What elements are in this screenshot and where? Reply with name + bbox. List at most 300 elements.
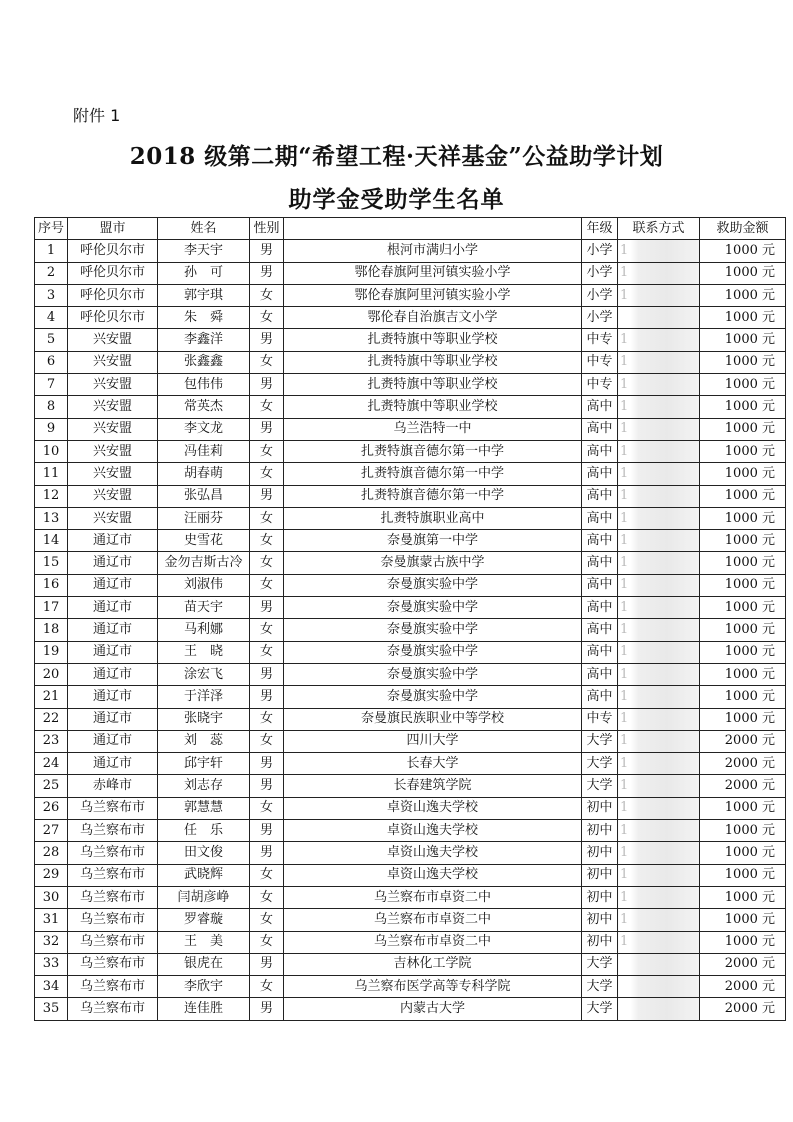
table-row (35, 240, 786, 262)
cell-name: 刘 蕊 (158, 730, 250, 752)
cell-grade: 高中 (582, 619, 618, 641)
cell-contact: 1 (618, 730, 700, 752)
cell-gender: 女 (250, 730, 284, 752)
cell-index: 25 (35, 775, 68, 797)
cell-city: 通辽市 (68, 597, 158, 619)
table-row (35, 307, 786, 329)
cell-amount: 2000 元 (700, 730, 786, 752)
table-header-row (35, 218, 786, 240)
cell-grade: 大学 (582, 998, 618, 1020)
table-row (35, 463, 786, 485)
cell-gender: 男 (250, 597, 284, 619)
cell-city: 呼伦贝尔市 (68, 240, 158, 262)
cell-school: 内蒙古大学 (284, 998, 582, 1020)
cell-gender: 女 (250, 284, 284, 306)
cell-amount: 1000 元 (700, 864, 786, 886)
table-row (35, 663, 786, 685)
cell-school: 奈曼旗实验中学 (284, 619, 582, 641)
cell-grade: 高中 (582, 686, 618, 708)
cell-index: 9 (35, 418, 68, 440)
cell-contact: 1 (618, 663, 700, 685)
cell-amount: 2000 元 (700, 753, 786, 775)
cell-amount: 1000 元 (700, 574, 786, 596)
cell-school: 扎赉特旗音德尔第一中学 (284, 485, 582, 507)
cell-city: 通辽市 (68, 641, 158, 663)
cell-gender: 男 (250, 663, 284, 685)
cell-index: 22 (35, 708, 68, 730)
cell-school: 扎赉特旗中等职业学校 (284, 351, 582, 373)
cell-school: 奈曼旗实验中学 (284, 686, 582, 708)
cell-index: 15 (35, 552, 68, 574)
cell-contact: 1 (618, 820, 700, 842)
cell-contact: 1 (618, 530, 700, 552)
cell-grade: 初中 (582, 797, 618, 819)
cell-name: 连佳胜 (158, 998, 250, 1020)
cell-city: 乌兰察布市 (68, 842, 158, 864)
cell-amount: 1000 元 (700, 619, 786, 641)
cell-gender: 男 (250, 329, 284, 351)
cell-gender: 男 (250, 374, 284, 396)
cell-index: 18 (35, 619, 68, 641)
cell-name: 冯佳莉 (158, 440, 250, 462)
cell-name: 郭慧慧 (158, 797, 250, 819)
cell-name: 武晓辉 (158, 864, 250, 886)
table-row (35, 864, 786, 886)
cell-school: 鄂伦春旗阿里河镇实验小学 (284, 284, 582, 306)
cell-amount: 1000 元 (700, 552, 786, 574)
cell-name: 刘志存 (158, 775, 250, 797)
cell-city: 呼伦贝尔市 (68, 284, 158, 306)
cell-gender: 男 (250, 998, 284, 1020)
cell-city: 呼伦贝尔市 (68, 262, 158, 284)
cell-grade: 大学 (582, 976, 618, 998)
table-row (35, 820, 786, 842)
col-header-city: 盟市 (68, 218, 158, 240)
cell-index: 11 (35, 463, 68, 485)
cell-index: 13 (35, 507, 68, 529)
cell-contact: 1 (618, 842, 700, 864)
table-row (35, 909, 786, 931)
cell-amount: 2000 元 (700, 775, 786, 797)
cell-amount: 1000 元 (700, 842, 786, 864)
cell-school: 卓资山逸夫学校 (284, 820, 582, 842)
cell-city: 呼伦贝尔市 (68, 307, 158, 329)
cell-contact: 1 (618, 909, 700, 931)
cell-gender: 男 (250, 262, 284, 284)
cell-name: 苗天宇 (158, 597, 250, 619)
table-row (35, 953, 786, 975)
cell-name: 任 乐 (158, 820, 250, 842)
cell-index: 6 (35, 351, 68, 373)
cell-gender: 女 (250, 351, 284, 373)
cell-city: 兴安盟 (68, 463, 158, 485)
cell-grade: 中专 (582, 329, 618, 351)
cell-grade: 初中 (582, 931, 618, 953)
table-row (35, 396, 786, 418)
cell-contact: 1 (618, 753, 700, 775)
cell-grade: 小学 (582, 240, 618, 262)
cell-amount: 1000 元 (700, 329, 786, 351)
cell-index: 10 (35, 440, 68, 462)
cell-contact (618, 953, 700, 975)
table-row (35, 284, 786, 306)
cell-name: 朱 舜 (158, 307, 250, 329)
cell-grade: 高中 (582, 418, 618, 440)
col-header-gender: 性别 (250, 218, 284, 240)
table-row (35, 730, 786, 752)
cell-grade: 高中 (582, 463, 618, 485)
col-header-school (284, 218, 582, 240)
cell-city: 通辽市 (68, 686, 158, 708)
cell-grade: 中专 (582, 374, 618, 396)
cell-grade: 高中 (582, 552, 618, 574)
cell-name: 包伟伟 (158, 374, 250, 396)
cell-gender: 女 (250, 440, 284, 462)
cell-contact: 1 (618, 463, 700, 485)
cell-contact: 1 (618, 641, 700, 663)
table-row (35, 998, 786, 1020)
cell-amount: 1000 元 (700, 351, 786, 373)
document-title: 2018 级第二期“希望工程·天祥基金”公益助学计划 (129, 143, 664, 170)
cell-name: 王 美 (158, 931, 250, 953)
cell-contact: 1 (618, 686, 700, 708)
cell-grade: 高中 (582, 530, 618, 552)
cell-contact: 1 (618, 708, 700, 730)
cell-index: 5 (35, 329, 68, 351)
cell-name: 李欣宇 (158, 976, 250, 998)
cell-contact: 1 (618, 485, 700, 507)
cell-gender: 男 (250, 953, 284, 975)
cell-contact: 1 (618, 418, 700, 440)
col-header-index: 序号 (35, 218, 68, 240)
cell-city: 乌兰察布市 (68, 976, 158, 998)
cell-city: 兴安盟 (68, 418, 158, 440)
table-row (35, 530, 786, 552)
table-row (35, 485, 786, 507)
cell-contact: 1 (618, 374, 700, 396)
cell-city: 乌兰察布市 (68, 864, 158, 886)
cell-grade: 高中 (582, 597, 618, 619)
cell-grade: 初中 (582, 886, 618, 908)
cell-school: 奈曼旗实验中学 (284, 663, 582, 685)
cell-amount: 1000 元 (700, 820, 786, 842)
cell-contact: 1 (618, 886, 700, 908)
cell-amount: 1000 元 (700, 530, 786, 552)
cell-grade: 高中 (582, 574, 618, 596)
cell-grade: 大学 (582, 953, 618, 975)
cell-name: 马利娜 (158, 619, 250, 641)
cell-school: 扎赉特旗中等职业学校 (284, 329, 582, 351)
cell-gender: 女 (250, 574, 284, 596)
cell-city: 兴安盟 (68, 374, 158, 396)
cell-grade: 小学 (582, 262, 618, 284)
cell-index: 32 (35, 931, 68, 953)
cell-name: 汪丽芬 (158, 507, 250, 529)
cell-contact: 1 (618, 240, 700, 262)
cell-amount: 1000 元 (700, 886, 786, 908)
table-row (35, 931, 786, 953)
cell-amount: 1000 元 (700, 663, 786, 685)
cell-grade: 高中 (582, 641, 618, 663)
cell-contact (618, 307, 700, 329)
cell-school: 长春大学 (284, 753, 582, 775)
cell-grade: 初中 (582, 820, 618, 842)
cell-index: 21 (35, 686, 68, 708)
cell-grade: 高中 (582, 507, 618, 529)
cell-contact: 1 (618, 797, 700, 819)
cell-amount: 1000 元 (700, 909, 786, 931)
cell-contact: 1 (618, 396, 700, 418)
cell-amount: 1000 元 (700, 797, 786, 819)
cell-gender: 男 (250, 820, 284, 842)
cell-index: 33 (35, 953, 68, 975)
cell-grade: 初中 (582, 842, 618, 864)
cell-gender: 女 (250, 976, 284, 998)
cell-index: 7 (35, 374, 68, 396)
cell-name: 闫胡彦峥 (158, 886, 250, 908)
cell-index: 17 (35, 597, 68, 619)
cell-index: 20 (35, 663, 68, 685)
cell-contact (618, 998, 700, 1020)
cell-city: 兴安盟 (68, 485, 158, 507)
table-row (35, 886, 786, 908)
cell-gender: 男 (250, 753, 284, 775)
cell-grade: 初中 (582, 864, 618, 886)
cell-gender: 女 (250, 463, 284, 485)
cell-gender: 女 (250, 909, 284, 931)
cell-name: 涂宏飞 (158, 663, 250, 685)
cell-name: 刘淑伟 (158, 574, 250, 596)
cell-school: 乌兰察布医学高等专科学院 (284, 976, 582, 998)
cell-index: 24 (35, 753, 68, 775)
cell-amount: 1000 元 (700, 440, 786, 462)
cell-school: 扎赉特旗音德尔第一中学 (284, 463, 582, 485)
table-row (35, 775, 786, 797)
table-row (35, 329, 786, 351)
cell-grade: 初中 (582, 909, 618, 931)
cell-contact: 1 (618, 597, 700, 619)
cell-grade: 小学 (582, 307, 618, 329)
cell-index: 28 (35, 842, 68, 864)
cell-gender: 女 (250, 864, 284, 886)
table-row (35, 797, 786, 819)
table-row (35, 976, 786, 998)
cell-index: 16 (35, 574, 68, 596)
cell-grade: 大学 (582, 753, 618, 775)
cell-amount: 1000 元 (700, 463, 786, 485)
cell-name: 李天宇 (158, 240, 250, 262)
cell-contact (618, 976, 700, 998)
table-row (35, 686, 786, 708)
cell-name: 孙 可 (158, 262, 250, 284)
col-header-amount: 救助金额 (700, 218, 786, 240)
cell-gender: 女 (250, 507, 284, 529)
cell-city: 通辽市 (68, 552, 158, 574)
cell-name: 胡春萌 (158, 463, 250, 485)
cell-index: 27 (35, 820, 68, 842)
cell-school: 乌兰察布市卓资二中 (284, 886, 582, 908)
cell-grade: 高中 (582, 485, 618, 507)
cell-grade: 高中 (582, 396, 618, 418)
cell-city: 通辽市 (68, 619, 158, 641)
cell-amount: 2000 元 (700, 976, 786, 998)
table-row (35, 641, 786, 663)
table-row (35, 619, 786, 641)
cell-name: 邱宇轩 (158, 753, 250, 775)
cell-city: 乌兰察布市 (68, 998, 158, 1020)
cell-city: 通辽市 (68, 753, 158, 775)
cell-city: 通辽市 (68, 530, 158, 552)
table-row (35, 507, 786, 529)
cell-grade: 高中 (582, 440, 618, 462)
cell-gender: 女 (250, 886, 284, 908)
cell-school: 长春建筑学院 (284, 775, 582, 797)
cell-index: 2 (35, 262, 68, 284)
table-row (35, 440, 786, 462)
cell-contact: 1 (618, 552, 700, 574)
cell-contact: 1 (618, 329, 700, 351)
cell-school: 扎赉特旗职业高中 (284, 507, 582, 529)
table-row (35, 597, 786, 619)
cell-contact: 1 (618, 262, 700, 284)
cell-contact: 1 (618, 507, 700, 529)
cell-grade: 中专 (582, 351, 618, 373)
cell-grade: 大学 (582, 730, 618, 752)
cell-name: 李文龙 (158, 418, 250, 440)
cell-name: 王 晓 (158, 641, 250, 663)
cell-school: 卓资山逸夫学校 (284, 864, 582, 886)
table-row (35, 374, 786, 396)
cell-city: 赤峰市 (68, 775, 158, 797)
cell-gender: 女 (250, 619, 284, 641)
cell-amount: 1000 元 (700, 931, 786, 953)
cell-gender: 男 (250, 686, 284, 708)
cell-school: 乌兰察布市卓资二中 (284, 909, 582, 931)
cell-gender: 女 (250, 797, 284, 819)
cell-name: 田文俊 (158, 842, 250, 864)
cell-gender: 男 (250, 418, 284, 440)
cell-amount: 1000 元 (700, 374, 786, 396)
cell-amount: 1000 元 (700, 708, 786, 730)
cell-index: 35 (35, 998, 68, 1020)
cell-gender: 男 (250, 240, 284, 262)
cell-amount: 1000 元 (700, 284, 786, 306)
cell-index: 34 (35, 976, 68, 998)
cell-index: 1 (35, 240, 68, 262)
cell-amount: 1000 元 (700, 262, 786, 284)
cell-school: 吉林化工学院 (284, 953, 582, 975)
cell-school: 四川大学 (284, 730, 582, 752)
cell-index: 23 (35, 730, 68, 752)
cell-school: 奈曼旗蒙古族中学 (284, 552, 582, 574)
cell-city: 乌兰察布市 (68, 909, 158, 931)
cell-index: 14 (35, 530, 68, 552)
cell-city: 兴安盟 (68, 507, 158, 529)
cell-index: 26 (35, 797, 68, 819)
cell-name: 张鑫鑫 (158, 351, 250, 373)
cell-index: 4 (35, 307, 68, 329)
cell-index: 8 (35, 396, 68, 418)
cell-amount: 1000 元 (700, 686, 786, 708)
cell-school: 乌兰浩特一中 (284, 418, 582, 440)
cell-school: 鄂伦春自治旗吉文小学 (284, 307, 582, 329)
cell-index: 29 (35, 864, 68, 886)
cell-name: 张晓宇 (158, 708, 250, 730)
cell-city: 乌兰察布市 (68, 820, 158, 842)
table-row (35, 753, 786, 775)
cell-contact: 1 (618, 864, 700, 886)
cell-contact: 1 (618, 931, 700, 953)
cell-gender: 女 (250, 530, 284, 552)
table-row (35, 842, 786, 864)
cell-gender: 女 (250, 396, 284, 418)
cell-city: 乌兰察布市 (68, 886, 158, 908)
cell-amount: 1000 元 (700, 507, 786, 529)
cell-city: 乌兰察布市 (68, 931, 158, 953)
cell-amount: 1000 元 (700, 641, 786, 663)
cell-city: 兴安盟 (68, 329, 158, 351)
cell-school: 奈曼旗民族职业中等学校 (284, 708, 582, 730)
cell-name: 金勿吉斯古冷 (158, 552, 250, 574)
attachment-label: 附件 1 (73, 106, 121, 125)
cell-amount: 2000 元 (700, 953, 786, 975)
document-subtitle: 助学金受助学生名单 (288, 186, 505, 213)
cell-amount: 2000 元 (700, 998, 786, 1020)
cell-school: 奈曼旗第一中学 (284, 530, 582, 552)
cell-name: 于洋泽 (158, 686, 250, 708)
cell-amount: 1000 元 (700, 307, 786, 329)
student-list-table (34, 217, 786, 1021)
cell-school: 扎赉特旗音德尔第一中学 (284, 440, 582, 462)
cell-amount: 1000 元 (700, 396, 786, 418)
cell-gender: 男 (250, 485, 284, 507)
cell-school: 奈曼旗实验中学 (284, 597, 582, 619)
cell-grade: 大学 (582, 775, 618, 797)
cell-school: 根河市满归小学 (284, 240, 582, 262)
cell-city: 通辽市 (68, 730, 158, 752)
cell-grade: 高中 (582, 663, 618, 685)
cell-gender: 女 (250, 552, 284, 574)
cell-city: 兴安盟 (68, 440, 158, 462)
cell-index: 12 (35, 485, 68, 507)
cell-index: 30 (35, 886, 68, 908)
table-row (35, 418, 786, 440)
cell-city: 兴安盟 (68, 396, 158, 418)
cell-contact: 1 (618, 574, 700, 596)
cell-amount: 1000 元 (700, 485, 786, 507)
cell-school: 扎赉特旗中等职业学校 (284, 374, 582, 396)
cell-city: 乌兰察布市 (68, 953, 158, 975)
cell-school: 卓资山逸夫学校 (284, 797, 582, 819)
cell-gender: 男 (250, 842, 284, 864)
cell-name: 李鑫洋 (158, 329, 250, 351)
cell-school: 鄂伦春旗阿里河镇实验小学 (284, 262, 582, 284)
col-header-name: 姓名 (158, 218, 250, 240)
cell-city: 通辽市 (68, 663, 158, 685)
cell-grade: 小学 (582, 284, 618, 306)
cell-amount: 1000 元 (700, 240, 786, 262)
cell-gender: 女 (250, 641, 284, 663)
cell-contact: 1 (618, 440, 700, 462)
cell-gender: 女 (250, 931, 284, 953)
cell-gender: 男 (250, 775, 284, 797)
cell-name: 银虎在 (158, 953, 250, 975)
table-row (35, 574, 786, 596)
cell-grade: 中专 (582, 708, 618, 730)
table-row (35, 708, 786, 730)
cell-gender: 女 (250, 307, 284, 329)
cell-school: 扎赉特旗中等职业学校 (284, 396, 582, 418)
